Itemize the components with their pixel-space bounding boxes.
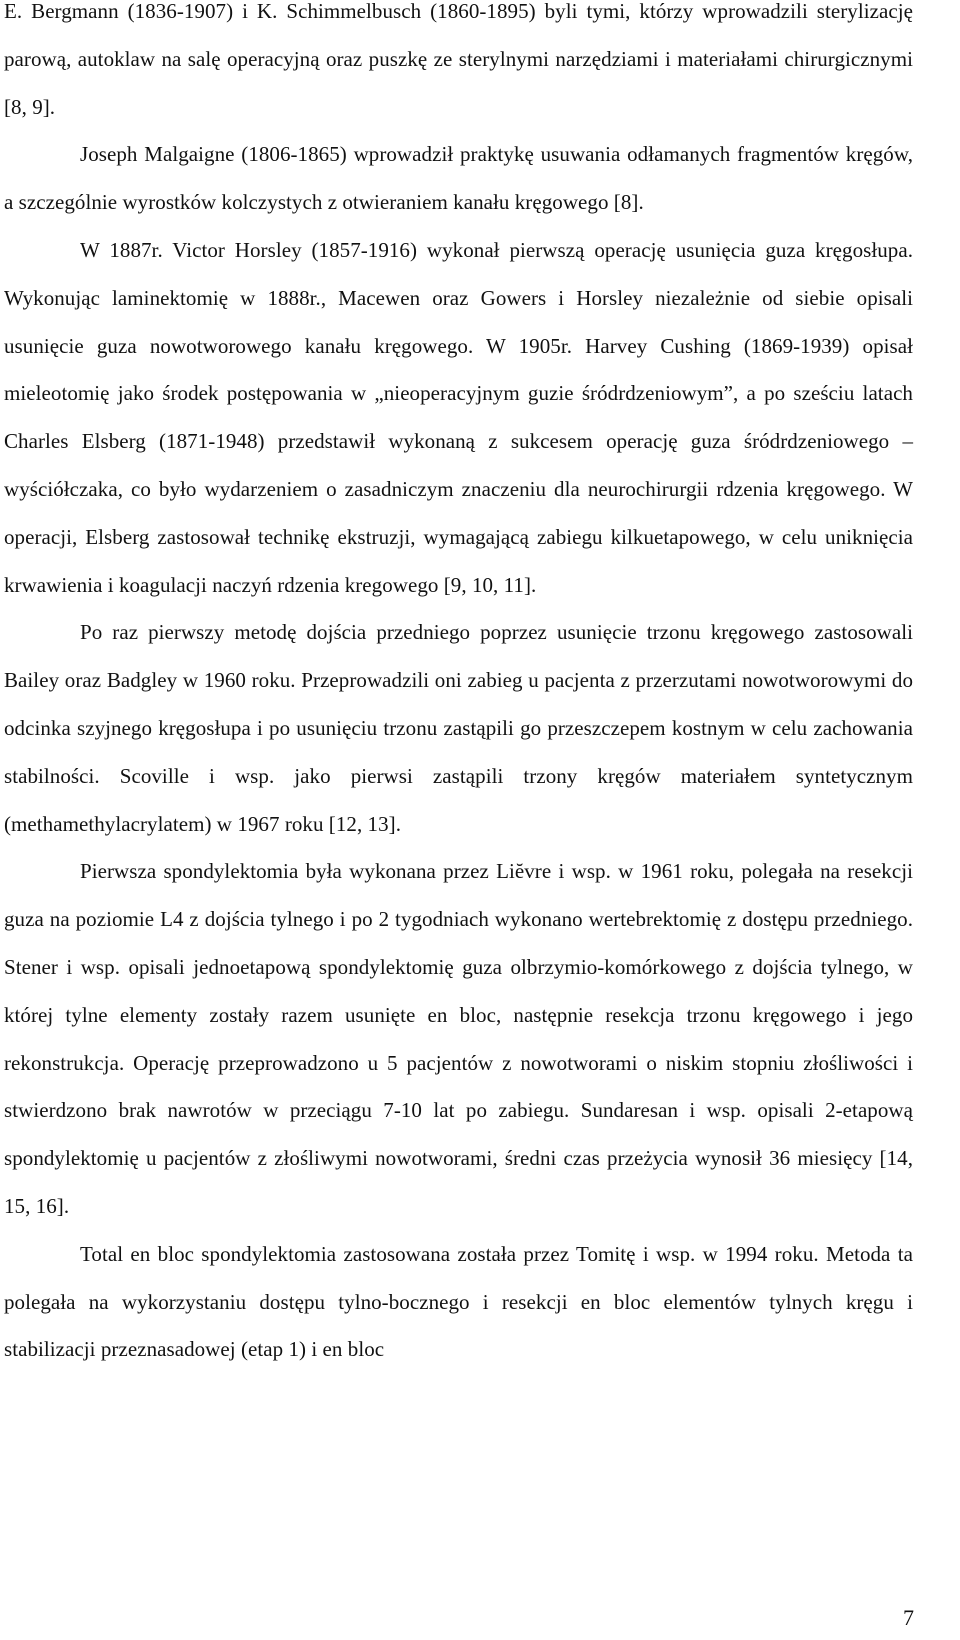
paragraph-total-en-bloc: Total en bloc spondylektomia zastosowana została przez Tomitę i wsp. w 1994 roku. Metoda ta polegała na wykorzystaniu dostępu tylno-bocznego i resekcji en bloc elementów tylnych kręgu i stabilizacji przeznasadowej (etap 1) i en bloc xyxy=(4,1241,913,1362)
paragraph-sterilization: E. Bergmann (1836-1907) i K. Schimmelbusch (1860-1895) byli tymi, którzy wprowadzili sterylizację parową, autoklaw na salę operacyjną oraz puszkę ze sterylnymi narzędziami i materiałami chirurgicznymi [8, 9]. xyxy=(4,0,913,119)
document-body xyxy=(4,0,913,1374)
paragraph-spondylectomy: Pierwsza spondylektomia była wykonana przez Liĕvre i wsp. w 1961 roku, polegała na resekcji guza na poziomie L4 z dojścia tylnego i po 2 tygodniach wykonano wertebrektomię z dostępu przedniego. Stener i wsp. opisali jednoetapową spondylektomię guza olbrzymio-komórkowego z dojścia tylnego, w której tylne elementy zostały razem usunięte en bloc, następnie resekcja trzonu kręgowego i jego rekonstrukcja. Operację przeprowadzono u 5 pacjentów z nowotworami o niskim stopniu złośliwości i stwierdzono brak nawrotów w przeciągu 7-10 lat po zabiegu. Sundaresan i wsp. opisali 2-etapową spondylektomię u pacjentów z złośliwymi nowotworami, średni czas przeżycia wynosił 36 miesięcy [14, 15, 16]. xyxy=(4,859,913,1218)
paragraph-horsley: W 1887r. Victor Horsley (1857-1916) wykonał pierwszą operację usunięcia guza kręgosłupa. Wykonując laminektomię w 1888r., Macewen oraz Gowers i Horsley niezależnie od siebie opisali usunięcie guza nowotworowego kanału kręgowego. W 1905r. Harvey Cushing (1869-1939) opisał mieleotomię jako środek postępowania w „nieoperacyjnym guzie śródrdzeniowym”, a po sześciu latach Charles Elsberg (1871-1948) przedstawił wykonaną z sukcesem operację guza śródrdzeniowego – wyściółczaka, co było wydarzeniem o zasadniczym znaczeniu dla neurochirurgii rdzenia kręgowego. W operacji, Elsberg zastosował technikę ekstruzji, wymagającą zabiegu kilkuetapowego, w celu uniknięcia krwawienia i koagulacji naczyń rdzenia kregowego [9, 10, 11]. xyxy=(4,237,913,597)
paragraph-anterior-approach: Po raz pierwszy metodę dojścia przedniego poprzez usunięcie trzonu kręgowego zastosowali Bailey oraz Badgley w 1960 roku. Przeprowadzili oni zabieg u pacjenta z przerzutami nowotworowymi do odcinka szyjnego kręgosłupa i po usunięciu trzonu zastąpili go przeszczepem kostnym w celu zachowania stabilności. Scoville i wsp. jako pierwsi zastąpili trzony kręgów materiałem syntetycznym (methamethylacrylatem) w 1967 roku [12, 13]. xyxy=(4,620,913,836)
page-number: 7 xyxy=(903,1605,914,1630)
paragraph-malgaigne: Joseph Malgaigne (1806-1865) wprowadził praktykę usuwania odłamanych fragmentów kręgów, a szczególnie wyrostków kolczystych z otwieraniem kanału kręgowego [8]. xyxy=(4,142,913,215)
